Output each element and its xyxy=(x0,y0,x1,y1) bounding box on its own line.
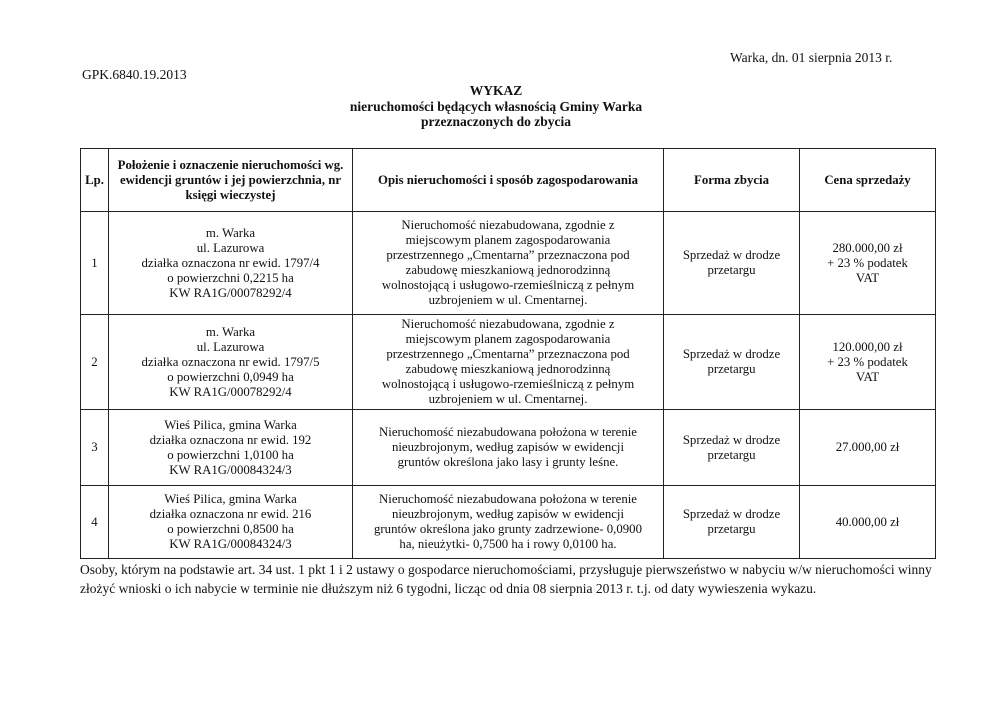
place-date: Warka, dn. 01 sierpnia 2013 r. xyxy=(730,50,893,65)
cell-location: m. Warka ul. Lazurowa działka oznaczona nr ewid. 1797/4 o powierzchni 0,2215 ha KW RA1G/00078292/4 xyxy=(109,212,353,315)
table-row xyxy=(81,212,936,315)
cell-price: 40.000,00 zł xyxy=(800,486,936,559)
cell-description: Nieruchomość niezabudowana, zgodnie z miejscowym planem zagospodarowania przestrzennego „Cmentarna” przeznaczona pod zabudowę mieszkaniową jednorodzinną wolnostojącą i usługowo-rzemieślniczą z pełnym uzbrojeniem w ul. Cmentarnej. xyxy=(353,315,664,410)
cell-price: 27.000,00 zł xyxy=(800,410,936,486)
cell-description: Nieruchomość niezabudowana położona w terenie nieuzbrojonym, według zapisów w ewidencji gruntów określona jako grunty zadrzewione- 0,0900 ha, nieużytki- 0,7500 ha i rowy 0,0100 ha. xyxy=(353,486,664,559)
preemption-notice: Osoby, którym na podstawie art. 34 ust. 1 pkt 1 i 2 ustawy o gospodarce nieruchomościami, przysługuje pierwszeństwo w nabyciu w/w nieruchomości winny złożyć wnioski o ich nabycie w terminie nie dłuższym niż 6 tygodni, licząc od dnia 08 sierpnia 2013 r. t.j. od daty wywieszenia wykazu. xyxy=(80,562,932,596)
header-form: Forma zbycia xyxy=(664,149,800,212)
header-location: Położenie i oznaczenie nieruchomości wg. ewidencji gruntów i jej powierzchnia, nr księgi wieczystej xyxy=(109,149,353,212)
title-line-2: nieruchomości będących własnością Gminy Warka xyxy=(349,98,643,114)
cell-description: Nieruchomość niezabudowana położona w terenie nieuzbrojonym, według zapisów w ewidencji gruntów określona jako lasy i grunty leśne. xyxy=(353,410,664,486)
title-line-1: WYKAZ xyxy=(469,83,523,98)
table-row xyxy=(81,410,936,486)
title-line-3: przeznaczonych do zbycia xyxy=(421,114,571,129)
header-lp: Lp. xyxy=(81,149,109,212)
cell-form: Sprzedaż w drodze przetargu xyxy=(664,212,800,315)
header-price: Cena sprzedaży xyxy=(800,149,936,212)
cell-description: Nieruchomość niezabudowana, zgodnie z miejscowym planem zagospodarowania przestrzennego „Cmentarna” przeznaczona pod zabudowę mieszkaniową jednorodzinną wolnostojącą i usługowo-rzemieślniczą z pełnym uzbrojeniem w ul. Cmentarnej. xyxy=(353,212,664,315)
cell-location: m. Warka ul. Lazurowa działka oznaczona nr ewid. 1797/5 o powierzchni 0,0949 ha KW RA1G/00078292/4 xyxy=(109,315,353,410)
table-row xyxy=(81,315,936,410)
cell-form: Sprzedaż w drodze przetargu xyxy=(664,410,800,486)
cell-location: Wieś Pilica, gmina Warka działka oznaczona nr ewid. 192 o powierzchni 1,0100 ha KW RA1G/00084324/3 xyxy=(109,410,353,486)
cell-lp: 2 xyxy=(81,315,109,410)
property-list-table xyxy=(80,148,936,559)
cell-form: Sprzedaż w drodze przetargu xyxy=(664,315,800,410)
cell-form: Sprzedaż w drodze przetargu xyxy=(664,486,800,559)
document-title xyxy=(0,83,992,130)
cell-lp: 1 xyxy=(81,212,109,315)
cell-price: 280.000,00 zł + 23 % podatek VAT xyxy=(800,212,936,315)
cell-price: 120.000,00 zł + 23 % podatek VAT xyxy=(800,315,936,410)
cell-lp: 3 xyxy=(81,410,109,486)
table-header-row xyxy=(81,149,936,212)
reference-number: GPK.6840.19.2013 xyxy=(82,67,187,82)
cell-location: Wieś Pilica, gmina Warka działka oznaczona nr ewid. 216 o powierzchni 0,8500 ha KW RA1G/00084324/3 xyxy=(109,486,353,559)
header-description: Opis nieruchomości i sposób zagospodarowania xyxy=(353,149,664,212)
cell-lp: 4 xyxy=(81,486,109,559)
table-row xyxy=(81,486,936,559)
